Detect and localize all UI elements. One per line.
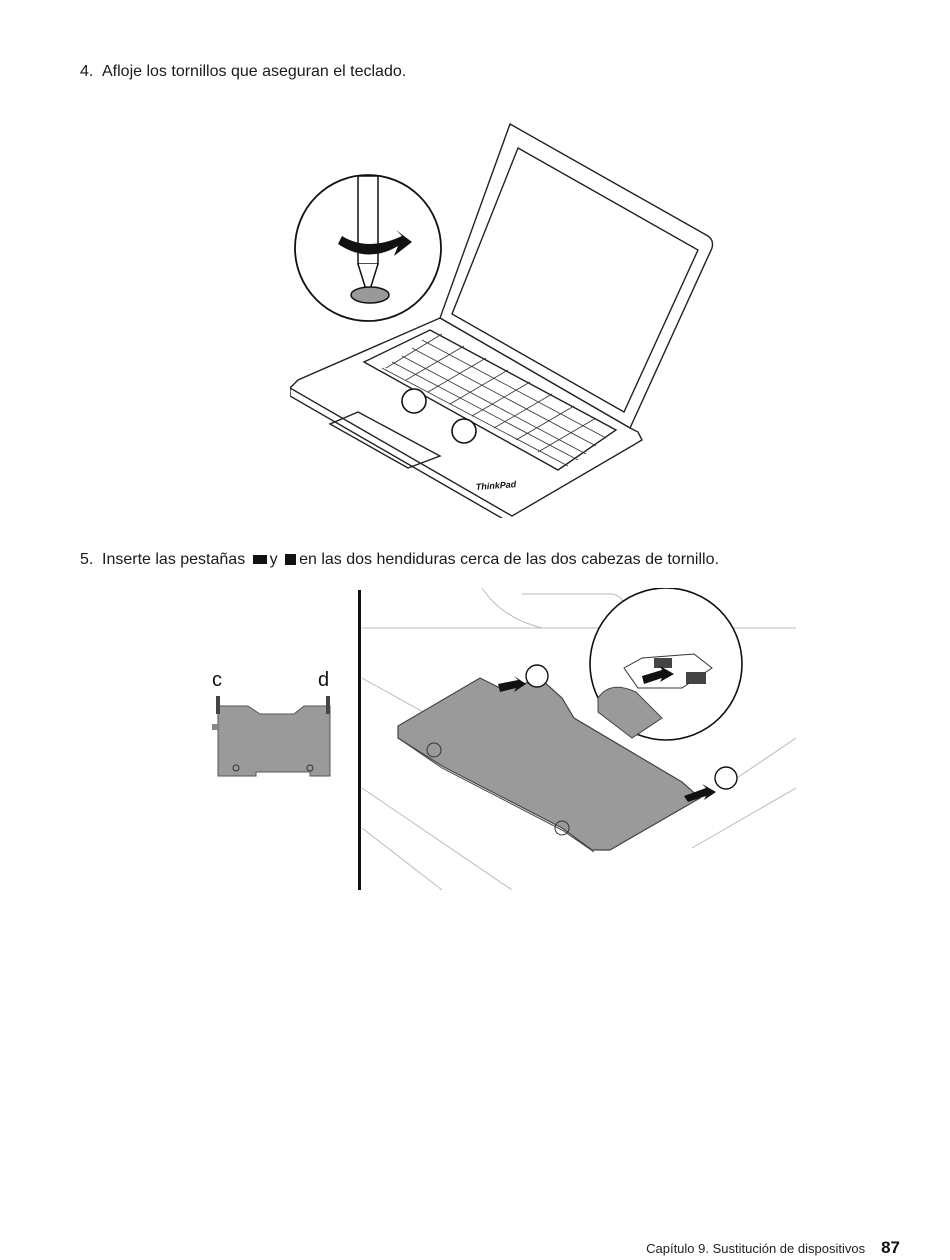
step-text-mid: y	[269, 551, 278, 568]
tab-d-label: d	[318, 669, 330, 691]
screw-head-icon	[715, 767, 737, 789]
detail-magnifier	[590, 588, 742, 740]
step-text: Afloje los tornillos que aseguran el teclado.	[102, 63, 407, 80]
page-footer	[646, 1238, 900, 1258]
step-4	[80, 62, 406, 82]
step-text-before: Inserte las pestañas	[102, 551, 246, 568]
tab-c-label: c	[212, 669, 222, 691]
tab-c-marker-icon	[253, 555, 267, 564]
tool-tabs-figure	[200, 660, 350, 790]
tab-d	[326, 696, 330, 714]
screw-callout-left	[402, 389, 426, 413]
step-5	[80, 550, 719, 570]
tab-d-marker-icon	[285, 554, 296, 565]
step-text-after: en las dos hendiduras cerca de las dos cabezas de tornillo.	[299, 551, 719, 568]
screwdriver-magnifier	[295, 175, 441, 321]
figure-divider	[358, 590, 361, 890]
tool-insertion-figure	[362, 588, 796, 890]
screw-head-icon	[526, 665, 548, 687]
tab-c	[216, 696, 220, 714]
brand-logo: ThinkPad	[475, 479, 517, 492]
screw-callout-right	[452, 419, 476, 443]
step-number: 5.	[80, 551, 94, 568]
chapter-title: Capítulo 9. Sustitución de dispositivos	[646, 1241, 866, 1256]
laptop-keyboard-screws-figure	[290, 118, 730, 518]
step-number: 4.	[80, 63, 94, 80]
page-number: 87	[881, 1238, 900, 1257]
